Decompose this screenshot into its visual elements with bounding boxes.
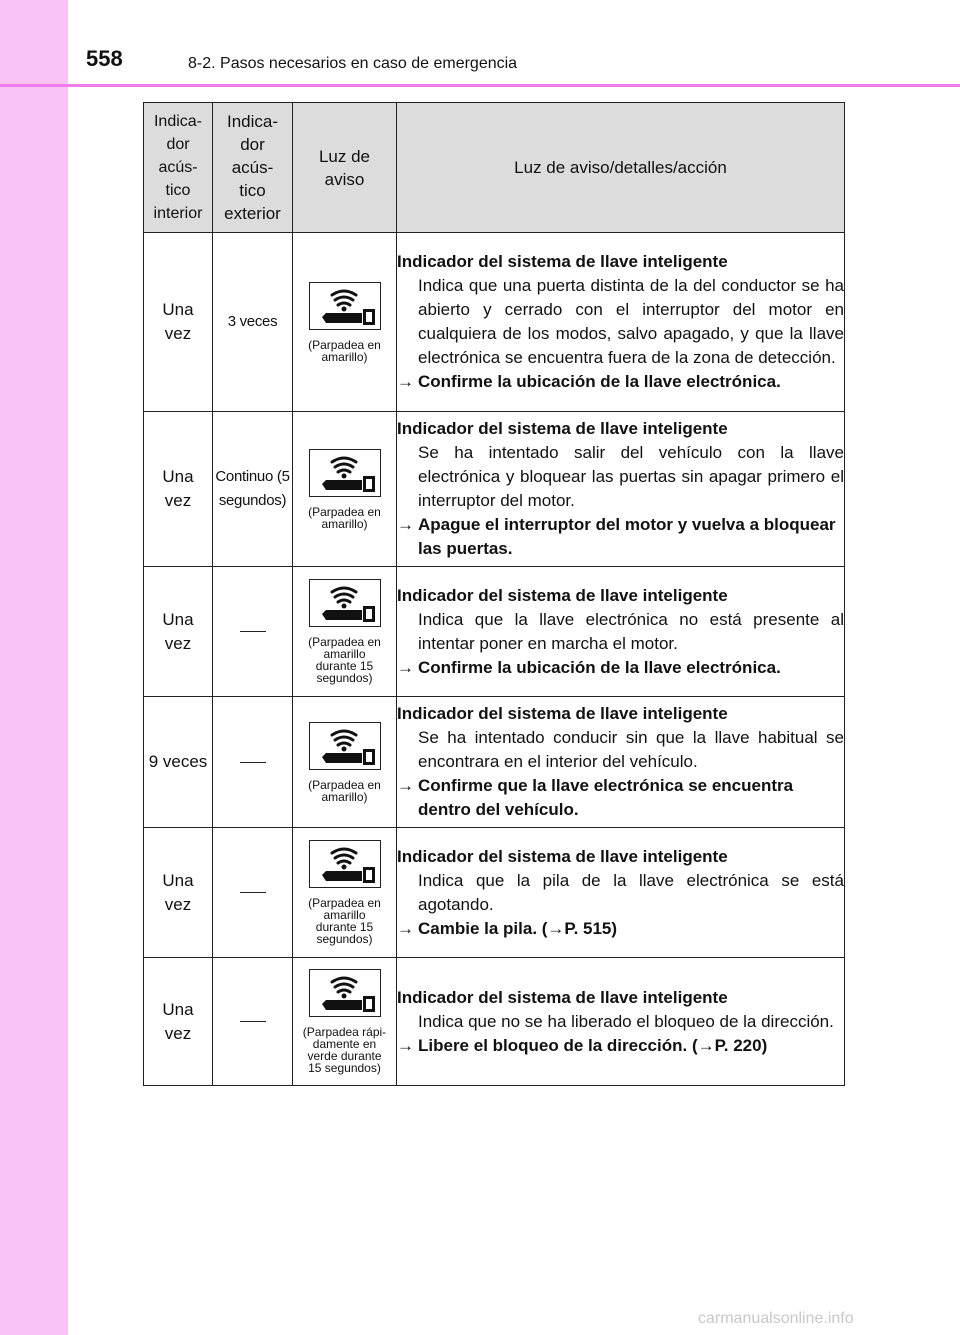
row-description: Indica que una puerta distinta de la del conductor se ha abierto y cerrado con el interruptor del motor en cualquiera de los modos, salvo apagado, y que la llave electrónica se encuentra fuera de la zona de detección. [418, 276, 844, 367]
arrow-right-icon: → [397, 657, 414, 677]
arrow-right-icon: → [397, 776, 414, 795]
warning-light-cell [293, 567, 397, 697]
dash-mark [240, 1021, 266, 1022]
dash-mark [240, 762, 266, 763]
details-cell [397, 697, 845, 828]
warning-light-cell [293, 828, 397, 958]
row-title: Indicador del sistema de llave inteligente [397, 252, 728, 271]
interior-buzzer-cell: Una vez [144, 828, 213, 958]
exterior-buzzer-cell [213, 697, 293, 828]
watermark-footer: carmanualsonline.info [698, 1310, 854, 1327]
row-title: Indicador del sistema de llave inteligente [397, 704, 728, 723]
header-warning-light: Luz de aviso [293, 103, 397, 233]
header-interior-buzzer: Indica- dor acús- tico interior [144, 103, 213, 233]
row-action: → Cambie la pila. (→P. 515) [397, 917, 844, 941]
smart-key-indicator-icon [309, 282, 381, 330]
warning-light-cell [293, 412, 397, 567]
exterior-buzzer-cell: Continuo (5 segundos) [213, 412, 293, 567]
table-row [144, 828, 845, 958]
smart-key-indicator-icon [309, 840, 381, 888]
smart-key-indicator-icon [309, 969, 381, 1017]
arrow-right-icon: → [397, 515, 414, 534]
table-header-row [144, 103, 845, 233]
interior-buzzer-cell: Una vez [144, 958, 213, 1086]
warning-light-cell [293, 233, 397, 412]
interior-buzzer-cell: Una vez [144, 412, 213, 567]
header-details: Luz de aviso/detalles/acción [397, 103, 845, 233]
page-header [0, 0, 960, 86]
warning-light-cell [293, 697, 397, 828]
row-title: Indicador del sistema de llave inteligente [397, 419, 728, 438]
table-row [144, 412, 845, 567]
row-title: Indicador del sistema de llave inteligente [397, 987, 728, 1007]
details-cell [397, 412, 845, 567]
row-description: Se ha intentado conducir sin que la llave habitual se encontrara en el interior del vehículo. [418, 728, 844, 771]
warning-table [143, 102, 845, 1086]
row-action: → Confirme la ubicación de la llave electrónica. [397, 656, 844, 680]
table-row [144, 958, 845, 1086]
exterior-buzzer-cell [213, 828, 293, 958]
page-margin-band [0, 0, 68, 1335]
row-description: Indica que la llave electrónica no está presente al intentar poner en marcha el motor. [418, 609, 844, 653]
details-cell [397, 567, 845, 697]
interior-buzzer-cell: Una vez [144, 567, 213, 697]
exterior-buzzer-cell [213, 567, 293, 697]
details-cell [397, 233, 845, 412]
dash-mark [240, 892, 266, 893]
table-row [144, 697, 845, 828]
light-caption: (Parpadea en amarillo durante 15 segundos) [308, 635, 381, 685]
exterior-buzzer-cell [213, 958, 293, 1086]
row-action: → Apague el interruptor del motor y vuelva a bloquear las puertas. [397, 515, 836, 558]
arrow-right-icon: → [397, 918, 414, 938]
smart-key-indicator-icon [309, 579, 381, 627]
row-title: Indicador del sistema de llave inteligente [397, 846, 728, 866]
smart-key-indicator-icon [309, 449, 381, 497]
table-row [144, 233, 845, 412]
row-description: Indica que no se ha liberado el bloqueo de la dirección. [418, 1011, 834, 1031]
details-cell [397, 958, 845, 1086]
light-caption: (Parpadea en amarillo durante 15 segundos) [308, 896, 381, 946]
row-action: → Confirme la ubicación de la llave electrónica. [397, 370, 844, 394]
interior-buzzer-cell: 9 veces [144, 697, 213, 828]
row-title: Indicador del sistema de llave inteligente [397, 585, 728, 605]
header-rule [0, 84, 960, 87]
row-action: → Libere el bloqueo de la dirección. (→P. 220) [397, 1034, 844, 1058]
dash-mark [240, 631, 266, 632]
exterior-buzzer-cell: 3 veces [213, 233, 293, 412]
light-caption: (Parpadea en amarillo) [308, 337, 381, 364]
header-exterior-buzzer: Indica- dor acús- tico exterior [213, 103, 293, 233]
row-description: Se ha intentado salir del vehículo con la llave electrónica y bloquear las puertas sin apagar primero el interruptor del motor. [418, 443, 844, 510]
smart-key-indicator-icon [309, 722, 381, 770]
warning-light-cell [293, 958, 397, 1086]
arrow-right-icon: → [397, 372, 414, 391]
page-number: 558 [86, 46, 123, 71]
details-cell [397, 828, 845, 958]
section-title: 8-2. Pasos necesarios en caso de emergencia [188, 55, 518, 72]
interior-buzzer-cell: Una vez [144, 233, 213, 412]
light-caption: (Parpadea en amarillo) [308, 504, 381, 531]
light-caption: (Parpadea en amarillo) [308, 777, 381, 804]
row-action: → Confirme que la llave electrónica se encuentra dentro del vehículo. [397, 776, 794, 819]
light-caption: (Parpadea rápi- damente en verde durante 15 segundos) [302, 1025, 387, 1075]
row-description: Indica que la pila de la llave electrónica se está agotando. [418, 870, 844, 914]
arrow-right-icon: → [397, 1035, 414, 1055]
table-row [144, 567, 845, 697]
